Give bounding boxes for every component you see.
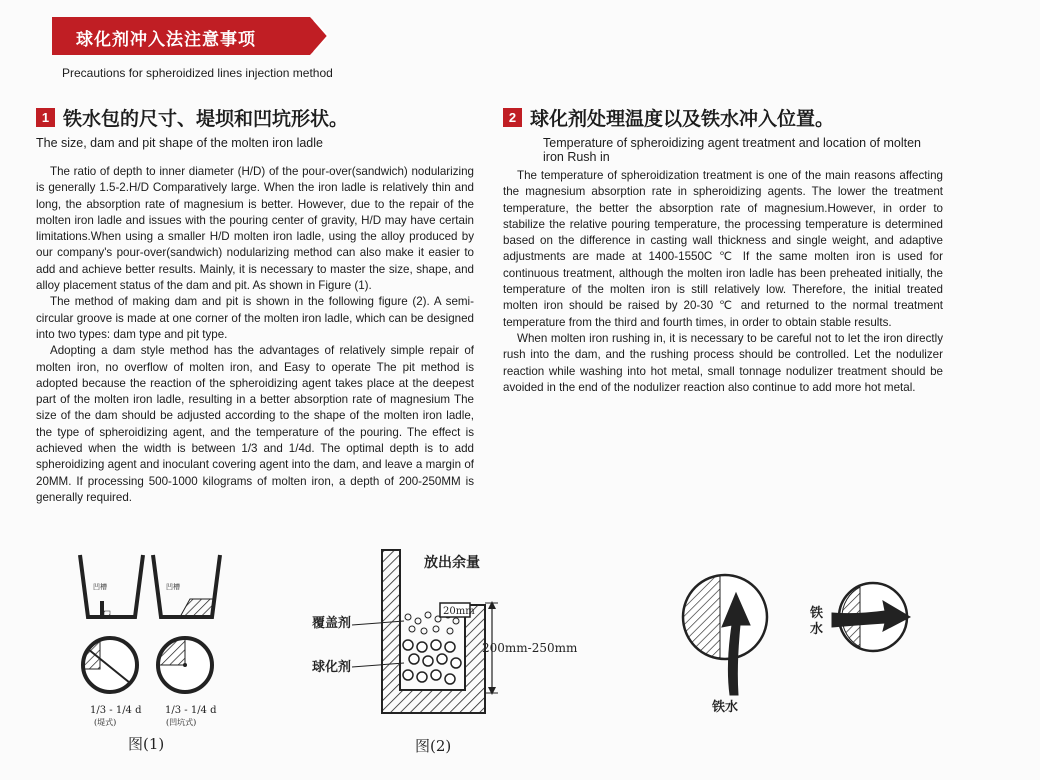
figure-1 (60, 545, 260, 760)
figure-2 (300, 545, 600, 760)
figure-1-ladle-diagram (60, 545, 260, 755)
section-2-title-en: Temperature of spheroidizing agent treatment and location of molten iron Rush in (543, 136, 922, 164)
figure-1-caption: 图(1) (128, 735, 165, 753)
section-1-title-cn: 铁水包的尺寸、堤坝和凹坑形状。 (63, 108, 349, 130)
paragraph: The temperature of spheroidization treatment is one of the main reasons affecting the magnesium absorption rate in spheroidizing agents. The lower the treatment temperature, the better the absorption rate of magnesium.However, in order to stabilize the relative pouring temperature, the processing temperature is determined based on the difference in casting wall thickness and single weight, and adaptive adjustments are made at 1400-1550C ℃ If the same molten iron is used for continuous treatment, although the molten iron ladle has been preheated initially, the temperature of the molten iron is still relatively low. Therefore, the initial treated molten iron should be raised by 20-30 ℃ and returned to the normal treatment temperature from the third and fourth times, in order to obtain stable results. (503, 169, 943, 329)
section-1-heading (36, 104, 474, 131)
top-margin-label: 放出余量 (424, 555, 480, 571)
cover-agent-label: 覆盖剂 (312, 616, 352, 631)
section-1-title-en: The size, dam and pit shape of the molten iron ladle (36, 136, 323, 150)
molten-iron-label-side-1: 铁 (810, 606, 824, 621)
ladle-label: 凹槽 (93, 583, 107, 591)
depth-label: 200mm-250mm (482, 641, 578, 655)
paragraph: The method of making dam and pit is shown in the following figure (2). A semi-circular groove is made at one corner of the molten iron ladle, which can be designed into two types: dam type and pit type. (36, 295, 474, 341)
page-subtitle: Precautions for spheroidized lines injection method (62, 66, 333, 80)
figure-3-rush-in-diagram (660, 555, 940, 725)
molten-iron-label-bottom: 铁水 (712, 700, 739, 715)
molten-iron-label-side-2: 水 (810, 622, 824, 637)
section-2-heading (503, 104, 943, 131)
nodulizer-label: 球化剂 (312, 660, 352, 675)
type-right-label: (凹坑式) (166, 718, 197, 727)
section-2-title-cn: 球化剂处理温度以及铁水冲入位置。 (530, 108, 835, 130)
paragraph: Adopting a dam style method has the advantages of relatively simple repair of molten iron, no overflow of molten iron, and Easy to operate The pit method is adopted because the reaction of the spheroidizing agent takes place at the deepest part of the molten iron ladle, resulting in a better absorption rate of magnesium The size of the dam should be adjusted according to the shape of the molten iron ladle, the type of spheroidizing agent, and the temperature of the pouring. The effect is achieved when the width is between 1/3 and 1/4d. The optimal depth is to add spheroidizing agent and inoculant covering agent into the dam, and leave a margin of 20MM. If processing 500-1000 kilograms of molten iron, a depth of 200-250MM is generally required. (36, 344, 474, 504)
ladle-label: 凹槽 (166, 583, 180, 591)
section-1-body (36, 164, 474, 506)
figure-2-caption: 图(2) (415, 737, 452, 755)
section-1 (36, 104, 474, 506)
title-banner (52, 17, 330, 55)
section-number-badge: 1 (36, 108, 55, 127)
type-left-label: (堤式) (94, 718, 117, 727)
fraction-left: 1/3 - 1/4 d (90, 705, 142, 716)
margin-label: 20mm (443, 606, 475, 617)
fraction-right: 1/3 - 1/4 d (165, 705, 217, 716)
banner-title: 球化剂冲入法注意事项 (76, 30, 256, 50)
figure-2-dam-diagram (300, 545, 600, 755)
paragraph: When molten iron rushing in, it is necessary to be careful not to let the iron directly rush into the dam, and the rushing process should be controlled. Let the nodulizer reaction while washing into hot metal, small tonnage nodulizer treatment should be avoided in the end of the nodulizer reaction also continue to add more hot metal. (503, 331, 943, 394)
section-number-badge: 2 (503, 108, 522, 127)
section-2 (503, 104, 943, 396)
section-2-body (503, 168, 943, 396)
paragraph: The ratio of depth to inner diameter (H/D) of the pour-over(sandwich) nodularizing is generally 1.5-2.H/D Comparatively large. When the iron ladle is relatively thin and long, the absorption rate of magnesium is better. However, due to the repair of the molten iron ladle and issues with the pouring center of gravity, H/D may have certain limitations.When using a smaller H/D molten iron ladle, using the alloy produced by our company's pour-over(sandwich) nodularizing method can also make it easier to add and achieve better results. Mainly, it is necessary to master the size, shape, and alloy placement status of the dam and pit. As shown in Figure (1). (36, 165, 474, 293)
figure-3 (660, 555, 940, 730)
